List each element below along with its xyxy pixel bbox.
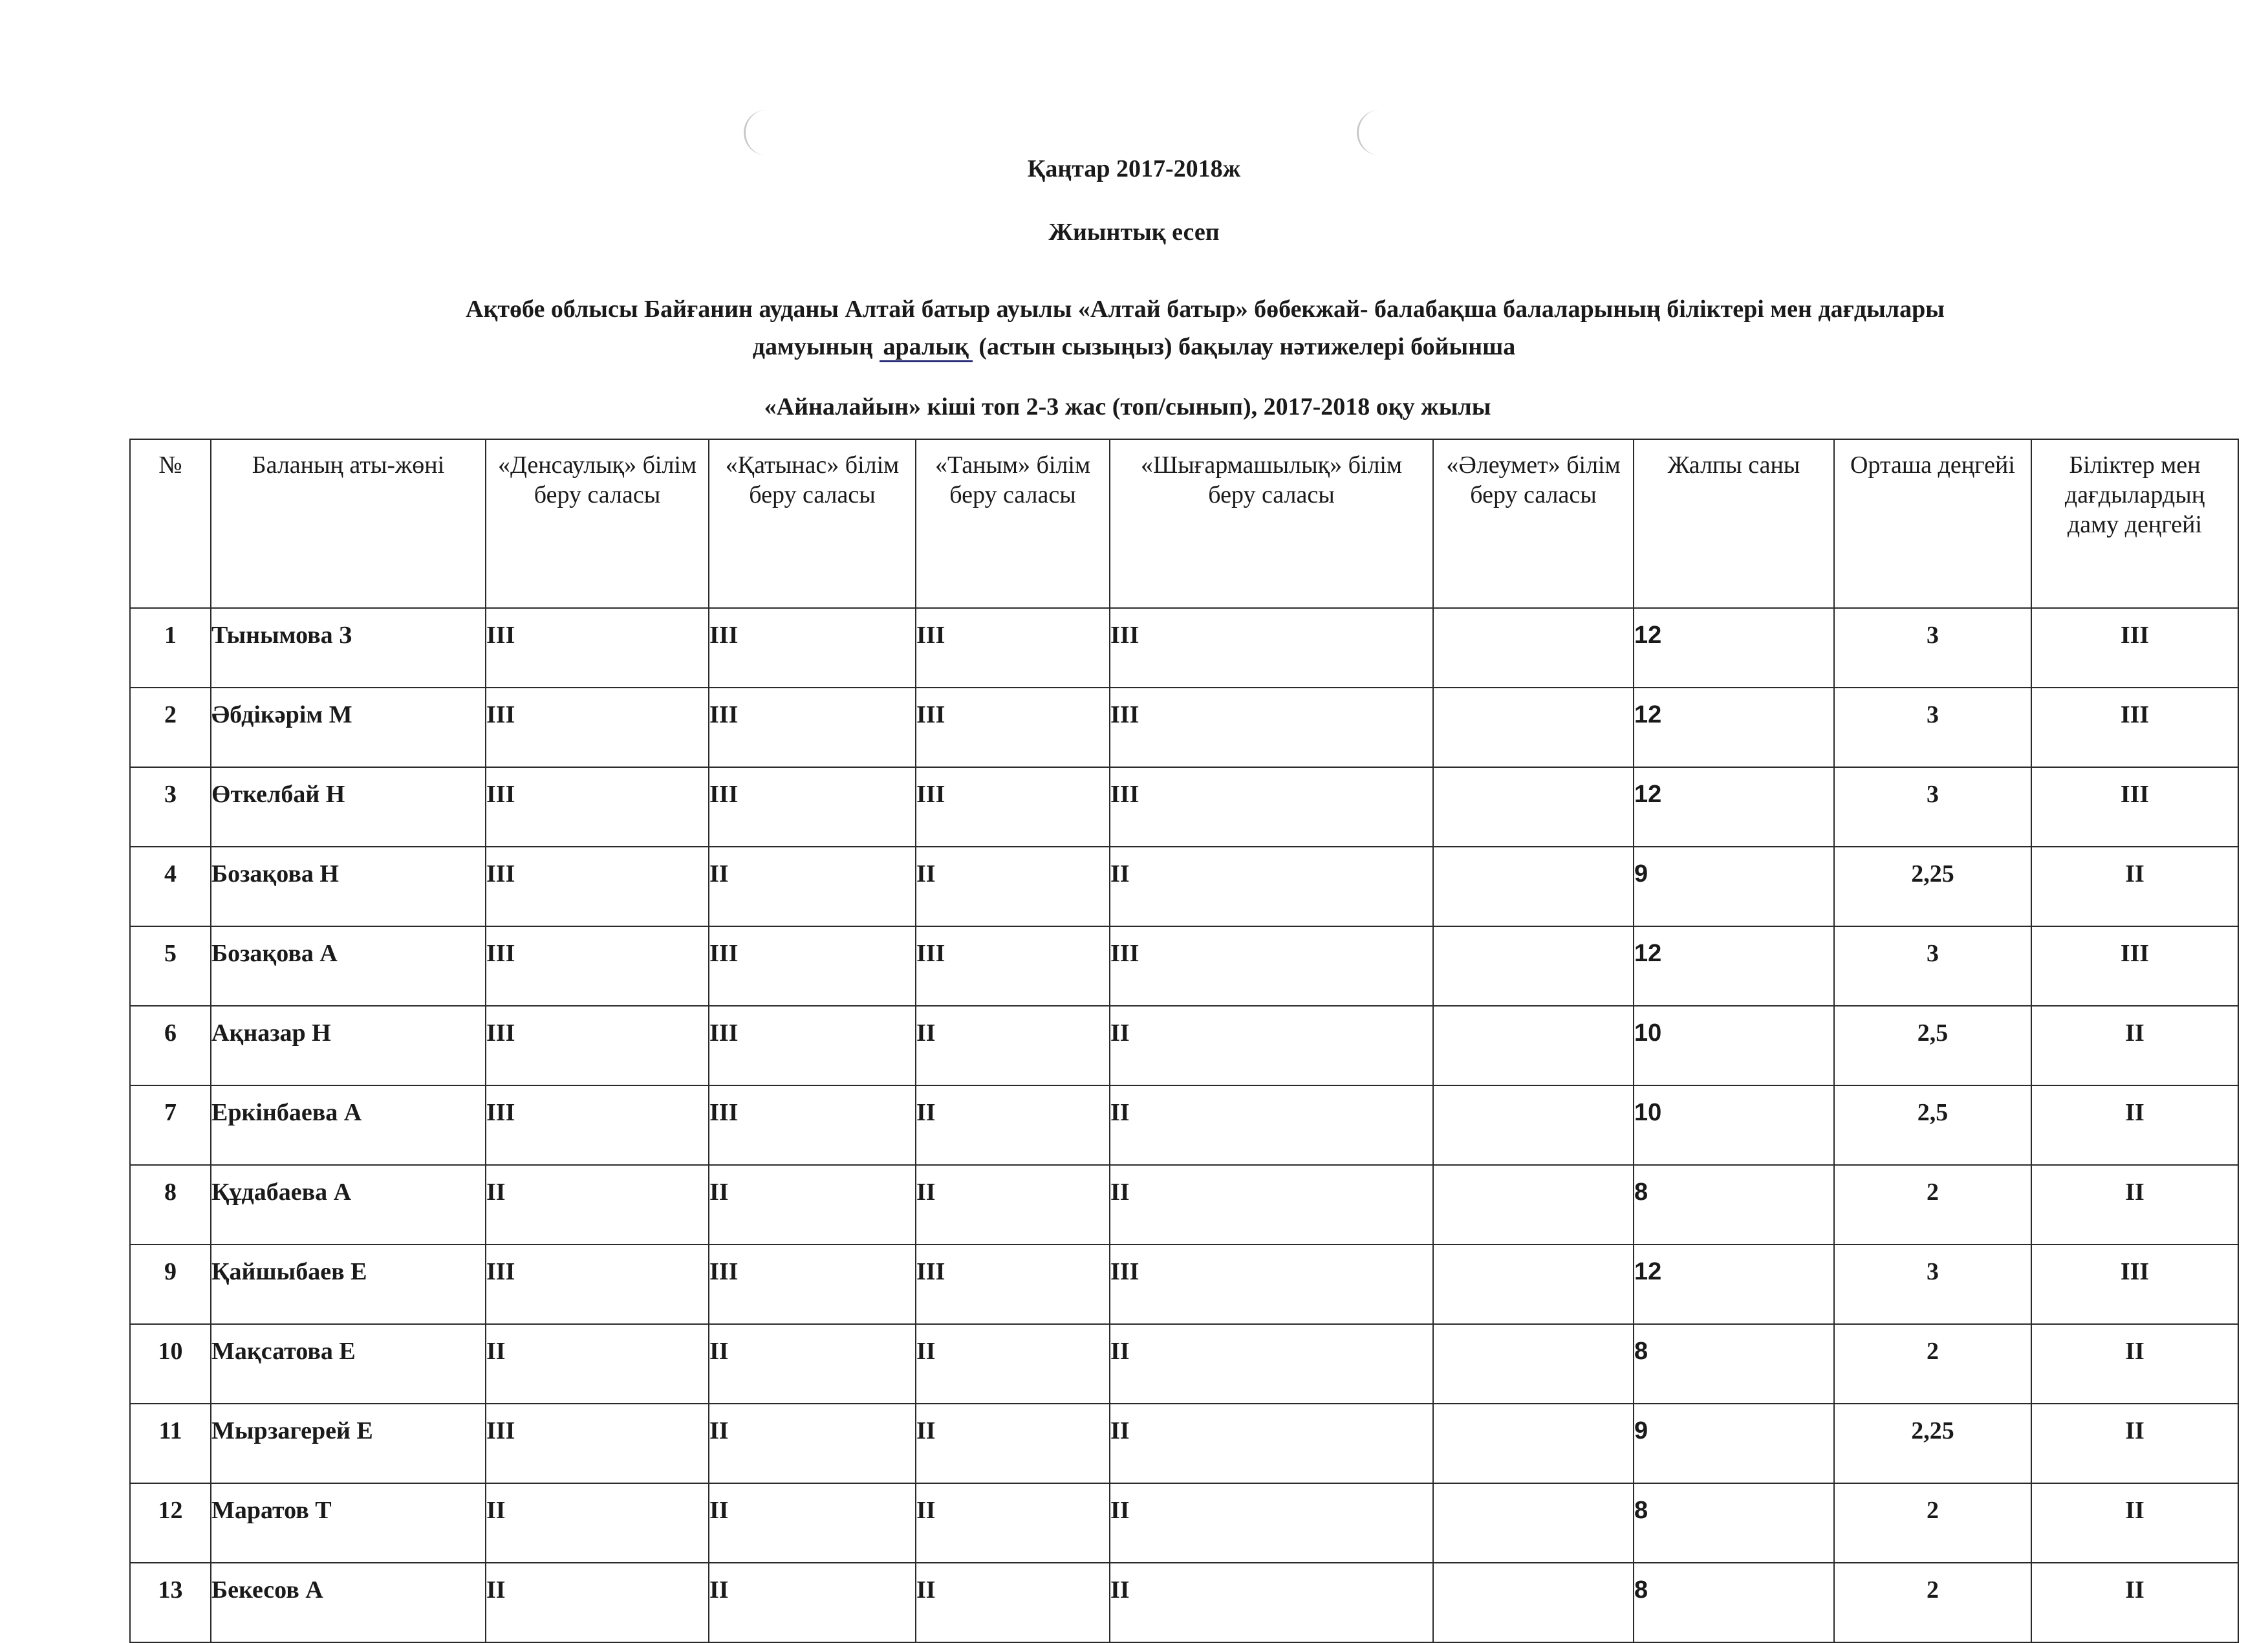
cell-total: 8 [1634,1563,1834,1642]
cell-creativity: ІІІ [1110,767,1433,847]
cell-total: 12 [1634,767,1834,847]
cell-child-name: Қайшыбаев Е [211,1245,486,1324]
header-level: Біліктер мен дағдылардың даму деңгейі [2031,439,2238,608]
cell-total: 8 [1634,1165,1834,1245]
cell-social [1433,1085,1634,1165]
cell-level: ІІ [2031,1404,2238,1483]
header-creativity: «Шығармашылық» білім беру саласы [1110,439,1433,608]
cell-health: ІІ [486,1324,709,1404]
cell-number: 7 [130,1085,211,1165]
table-row [130,1165,2238,1245]
cell-total: 9 [1634,847,1834,926]
cell-cognition: ІІ [916,1404,1110,1483]
cell-health: ІІІ [486,688,709,767]
document-title: Қаңтар 2017-2018ж [1027,155,1241,182]
cell-child-name: Ақназар Н [211,1006,486,1085]
cell-number: 12 [130,1483,211,1563]
table-row [130,847,2238,926]
cell-social [1433,1165,1634,1245]
cell-health: ІІ [486,1165,709,1245]
cell-creativity: ІІІ [1110,688,1433,767]
table-row [130,926,2238,1006]
cell-average: 2,5 [1834,1006,2031,1085]
cell-child-name: Бекесов А [211,1563,486,1642]
cell-social [1433,1483,1634,1563]
table-row [130,1245,2238,1324]
cell-social [1433,926,1634,1006]
cell-cognition: ІІІ [916,1245,1110,1324]
cell-level: ІІ [2031,847,2238,926]
cell-number: 13 [130,1563,211,1642]
cell-communication: ІІ [709,847,916,926]
cell-level: ІІІ [2031,926,2238,1006]
cell-average: 3 [1834,926,2031,1006]
cell-level: ІІ [2031,1483,2238,1563]
cell-communication: ІІІ [709,1245,916,1324]
cell-average: 2 [1834,1324,2031,1404]
cell-average: 2,25 [1834,847,2031,926]
cell-creativity: ІІІ [1110,926,1433,1006]
cell-social [1433,688,1634,767]
cell-creativity: ІІ [1110,847,1433,926]
header-social: «Әлеумет» білім беру саласы [1433,439,1634,608]
cell-health: ІІІ [486,1006,709,1085]
header-communication: «Қатынас» білім беру саласы [709,439,916,608]
table-row [130,1483,2238,1563]
cell-social [1433,847,1634,926]
cell-average: 2 [1834,1483,2031,1563]
cell-social [1433,608,1634,688]
cell-child-name: Мақсатова Е [211,1324,486,1404]
cell-communication: ІІ [709,1165,916,1245]
description-text-after: (астын сызыңыз) бақылау нәтижелері бойынша [972,333,1516,360]
cell-total: 8 [1634,1324,1834,1404]
cell-creativity: ІІ [1110,1324,1433,1404]
cell-communication: ІІІ [709,926,916,1006]
cell-level: ІІІ [2031,688,2238,767]
cell-number: 5 [130,926,211,1006]
cell-communication: ІІ [709,1324,916,1404]
cell-total: 9 [1634,1404,1834,1483]
cell-child-name: Әбдікәрім М [211,688,486,767]
table-row [130,688,2238,767]
cell-creativity: ІІІ [1110,608,1433,688]
header-cognition: «Таным» білім беру саласы [916,439,1110,608]
cell-social [1433,1404,1634,1483]
cell-social [1433,767,1634,847]
cell-social [1433,1324,1634,1404]
cell-cognition: ІІІ [916,688,1110,767]
cell-child-name: Құдабаева А [211,1165,486,1245]
cell-level: ІІ [2031,1563,2238,1642]
cell-total: 12 [1634,608,1834,688]
cell-communication: ІІІ [709,1085,916,1165]
cell-cognition: ІІ [916,1006,1110,1085]
cell-cognition: ІІ [916,1483,1110,1563]
description-line-2 [0,332,2268,362]
cell-cognition: ІІ [916,1085,1110,1165]
cell-cognition: ІІ [916,1563,1110,1642]
cell-health: ІІІ [486,608,709,688]
report-table [129,439,2239,1643]
cell-child-name: Мырзагерей Е [211,1404,486,1483]
cell-health: ІІІ [486,1245,709,1324]
cell-cognition: ІІІ [916,767,1110,847]
header-name: Баланың аты-жөні [211,439,486,608]
cell-health: ІІІ [486,1085,709,1165]
cell-communication: ІІ [709,1404,916,1483]
cell-communication: ІІ [709,1563,916,1642]
cell-number: 6 [130,1006,211,1085]
cell-cognition: ІІ [916,847,1110,926]
cell-average: 2 [1834,1563,2031,1642]
cell-creativity: ІІ [1110,1483,1433,1563]
cell-health: ІІ [486,1483,709,1563]
cell-communication: ІІІ [709,608,916,688]
cell-creativity: ІІ [1110,1563,1433,1642]
cell-health: ІІІ [486,926,709,1006]
cell-communication: ІІІ [709,1006,916,1085]
cell-creativity: ІІ [1110,1165,1433,1245]
cell-total: 12 [1634,1245,1834,1324]
cell-number: 4 [130,847,211,926]
cell-total: 8 [1634,1483,1834,1563]
cell-level: ІІ [2031,1324,2238,1404]
cell-total: 10 [1634,1006,1834,1085]
header-total: Жалпы саны [1634,439,1834,608]
cell-number: 2 [130,688,211,767]
cell-average: 3 [1834,767,2031,847]
cell-average: 3 [1834,608,2031,688]
pencil-mark [1357,110,1385,155]
cell-cognition: ІІ [916,1324,1110,1404]
cell-health: ІІІ [486,767,709,847]
cell-social [1433,1245,1634,1324]
cell-cognition: ІІІ [916,608,1110,688]
cell-level: ІІІ [2031,608,2238,688]
cell-total: 12 [1634,926,1834,1006]
header-average: Орташа деңгейі [1834,439,2031,608]
cell-average: 2,25 [1834,1404,2031,1483]
table-body [130,608,2238,1642]
cell-cognition: ІІ [916,1165,1110,1245]
cell-number: 3 [130,767,211,847]
group-line: «Айналайын» кіші топ 2-3 жас (топ/сынып), 2017-2018 оқу жылы [764,393,1491,420]
cell-social [1433,1563,1634,1642]
cell-child-name: Тынымова З [211,608,486,688]
cell-child-name: Өткелбай Н [211,767,486,847]
table-row [130,1404,2238,1483]
header-number: № [130,439,211,608]
cell-child-name: Бозақова А [211,926,486,1006]
cell-total: 10 [1634,1085,1834,1165]
cell-child-name: Еркінбаева А [211,1085,486,1165]
cell-number: 11 [130,1404,211,1483]
table-row [130,1006,2238,1085]
cell-level: ІІ [2031,1165,2238,1245]
cell-creativity: ІІ [1110,1085,1433,1165]
table-row [130,1085,2238,1165]
cell-number: 9 [130,1245,211,1324]
description-text-before: дамуының [752,333,880,360]
cell-number: 1 [130,608,211,688]
cell-health: ІІ [486,1563,709,1642]
cell-level: ІІ [2031,1085,2238,1165]
table-row [130,1563,2238,1642]
cell-creativity: ІІ [1110,1404,1433,1483]
cell-creativity: ІІІ [1110,1245,1433,1324]
cell-cognition: ІІІ [916,926,1110,1006]
pencil-mark [744,110,772,155]
cell-child-name: Бозақова Н [211,847,486,926]
cell-communication: ІІ [709,1483,916,1563]
cell-average: 3 [1834,688,2031,767]
cell-communication: ІІІ [709,688,916,767]
table-row [130,608,2238,688]
table-header-row [130,439,2238,608]
cell-health: ІІІ [486,847,709,926]
cell-social [1433,1006,1634,1085]
cell-number: 10 [130,1324,211,1404]
cell-level: ІІІ [2031,767,2238,847]
table-row [130,767,2238,847]
cell-level: ІІ [2031,1006,2238,1085]
cell-communication: ІІІ [709,767,916,847]
cell-creativity: ІІ [1110,1006,1433,1085]
cell-level: ІІІ [2031,1245,2238,1324]
table-row [130,1324,2238,1404]
underlined-word: аралық [880,333,973,362]
cell-total: 12 [1634,688,1834,767]
cell-child-name: Маратов Т [211,1483,486,1563]
description-line-1: Ақтөбе облысы Байғанин ауданы Алтай батыр ауылы «Алтай батыр» бөбекжай- балабақша балаларының біліктері мен дағдылары [466,296,1945,323]
cell-number: 8 [130,1165,211,1245]
cell-average: 3 [1834,1245,2031,1324]
header-health: «Денсаулық» білім беру саласы [486,439,709,608]
cell-health: ІІІ [486,1404,709,1483]
document-subtitle: Жиынтық есеп [1048,219,1220,246]
cell-average: 2 [1834,1165,2031,1245]
cell-average: 2,5 [1834,1085,2031,1165]
